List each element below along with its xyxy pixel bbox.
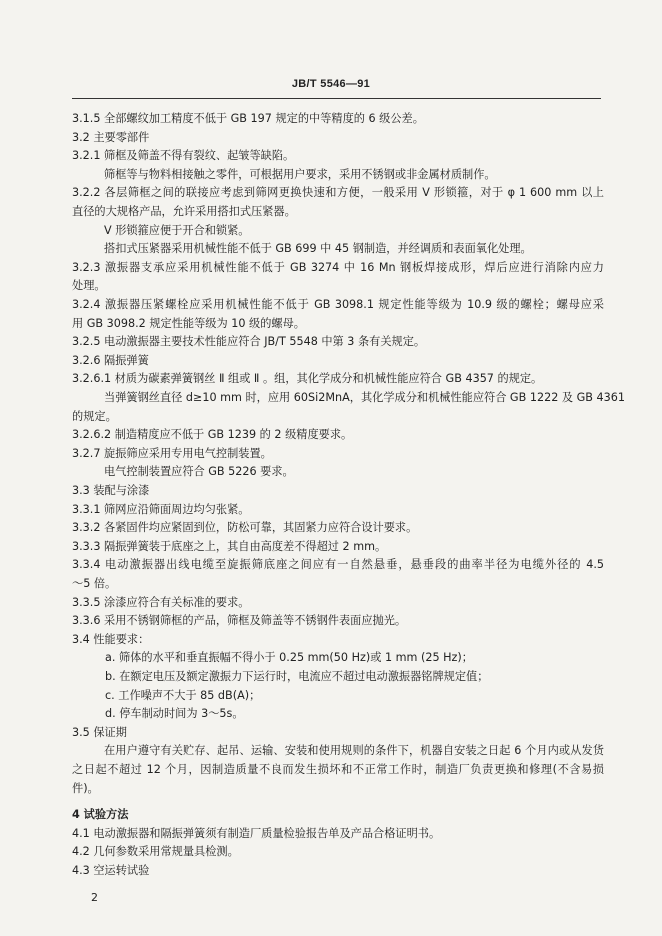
clause-3-2-1: 3.2.1 筛框及筛盖不得有裂纹、起皱等缺陷。 [72,149,295,162]
clause-3-2-5: 3.2.5 电动激振器主要技术性能应符合 JB/T 5548 中第 3 条有关规定。 [72,335,426,348]
header-rule [72,98,601,99]
clause-3-2-6-2: 3.2.6.2 制造精度应不低于 GB 1239 的 2 级精度要求。 [72,428,353,441]
clause-3-2-1-para: 筛框等与物料相接触之零件，可根据用户要求，采用不锈钢或非金属材质制作。 [104,168,496,181]
clause-3-3-2: 3.3.2 各紧固件均应紧固到位，防松可靠，其固紧力应符合设计要求。 [72,521,418,534]
clause-3-2-6-1: 3.2.6.1 材质为碳素弹簧钢丝 Ⅱ 组或 Ⅱ 。组，其化学成分和机械性能应符合 GB 4357 的规定。 [72,372,543,385]
clause-3-2-2-para2: 搭扣式压紧器采用机械性能不低于 GB 699 中 45 钢制造，并经调质和表面氧化处理。 [104,242,532,255]
clause-4-3: 4.3 空运转试验 [72,864,150,877]
clause-3-3-1: 3.3.1 筛网应沿筛面周边均匀张紧。 [72,503,250,516]
requirement-d: d. 停车制动时间为 3～5s。 [105,707,244,720]
section-3-3-heading: 3.3 装配与涂漆 [72,484,150,497]
clause-3-2-6-1-para-line2: 的规定。 [72,410,117,423]
clause-3-2-7: 3.2.7 旋振筛应采用专用电气控制装置。 [72,447,272,460]
warranty-line1: 在用户遵守有关贮存、起吊、运输、安装和使用规则的条件下，机器自安装之日起 6 个月内或从发货 [104,744,604,757]
clause-3-2-6-1-para-line1: 当弹簧钢丝直径 d≥10 mm 时，应用 60Si2MnA，其化学成分和机械性能应符合 GB 1222 及 GB 4361 [104,391,625,404]
section-3-2-heading: 3.2 主要零部件 [72,131,150,144]
requirement-b: b. 在额定电压及额定激振力下运行时，电流应不超过电动激振器铭牌规定值； [105,670,489,683]
clause-3-2-7-para: 电气控制装置应符合 GB 5226 要求。 [104,465,294,478]
clause-3-2-2-para1: V 形锁箍应便于开合和锁紧。 [104,224,250,237]
header-standard-code: JB/T 5546—91 [291,78,371,90]
clause-3-2-6-heading: 3.2.6 隔振弹簧 [72,354,149,367]
clause-3-3-4-line1: 3.3.4 电动激振器出线电缆至旋振筛底座之间应有一自然悬垂，悬垂段的曲率半径为电缆外径的 4.5 [72,558,604,571]
clause-3-2-3-line1: 3.2.3 激振器支承应采用机械性能不低于 GB 3274 中 16 Mn 钢板焊接成形，焊后应进行消除内应力 [72,261,604,274]
clause-3-3-3: 3.3.3 隔振弹簧装于底座之上，其自由高度差不得超过 2 mm。 [72,540,387,553]
clause-3-2-2-line2: 直径的大规格产品，允许采用搭扣式压紧器。 [72,205,296,218]
clause-3-2-2-line1: 3.2.2 各层筛框之间的联接应考虑到筛网更换快速和方便，一般采用 V 形锁箍，对于 φ 1 600 mm 以上 [72,186,604,199]
clause-3-3-4-line2: ～5 倍。 [72,577,117,590]
clause-3-3-6: 3.3.6 采用不锈钢筛框的产品，筛框及筛盖等不锈钢件表面应抛光。 [72,614,407,627]
requirement-a: a. 筛体的水平和垂直振幅不得小于 0.25 mm(50 Hz)或 1 mm (25 Hz)； [105,651,473,664]
clause-3-2-4-line2: 用 GB 3098.2 规定性能等级为 10 级的螺母。 [72,317,305,330]
clause-4-2: 4.2 几何参数采用常规量具检测。 [72,845,239,858]
clause-3-3-5: 3.3.5 涂漆应符合有关标准的要求。 [72,596,250,609]
section-4-heading: 4 试验方法 [72,808,129,821]
page-number: 2 [91,891,98,904]
clause-3-2-3-line2: 处理。 [72,279,106,292]
section-3-5-heading: 3.5 保证期 [72,726,127,739]
warranty-line2: 之日起不超过 12 个月，因制造质量不良而发生损坏和不正常工作时，制造厂负责更换和修理(不含易损 [72,763,604,776]
clause-4-1: 4.1 电动激振器和隔振弹簧须有制造厂质量检验报告单及产品合格证明书。 [72,827,441,840]
clause-3-2-4-line1: 3.2.4 激振器压紧螺栓应采用机械性能不低于 GB 3098.1 规定性能等级为 10.9 级的螺栓；螺母应采 [72,298,604,311]
requirement-c: c. 工作噪声不大于 85 dB(A)； [105,689,261,702]
warranty-line3: 件)。 [72,782,99,795]
section-3-4-heading: 3.4 性能要求： [72,633,150,646]
clause-3-1-5: 3.1.5 全部螺纹加工精度不低于 GB 197 规定的中等精度的 6 级公差。 [72,112,424,125]
